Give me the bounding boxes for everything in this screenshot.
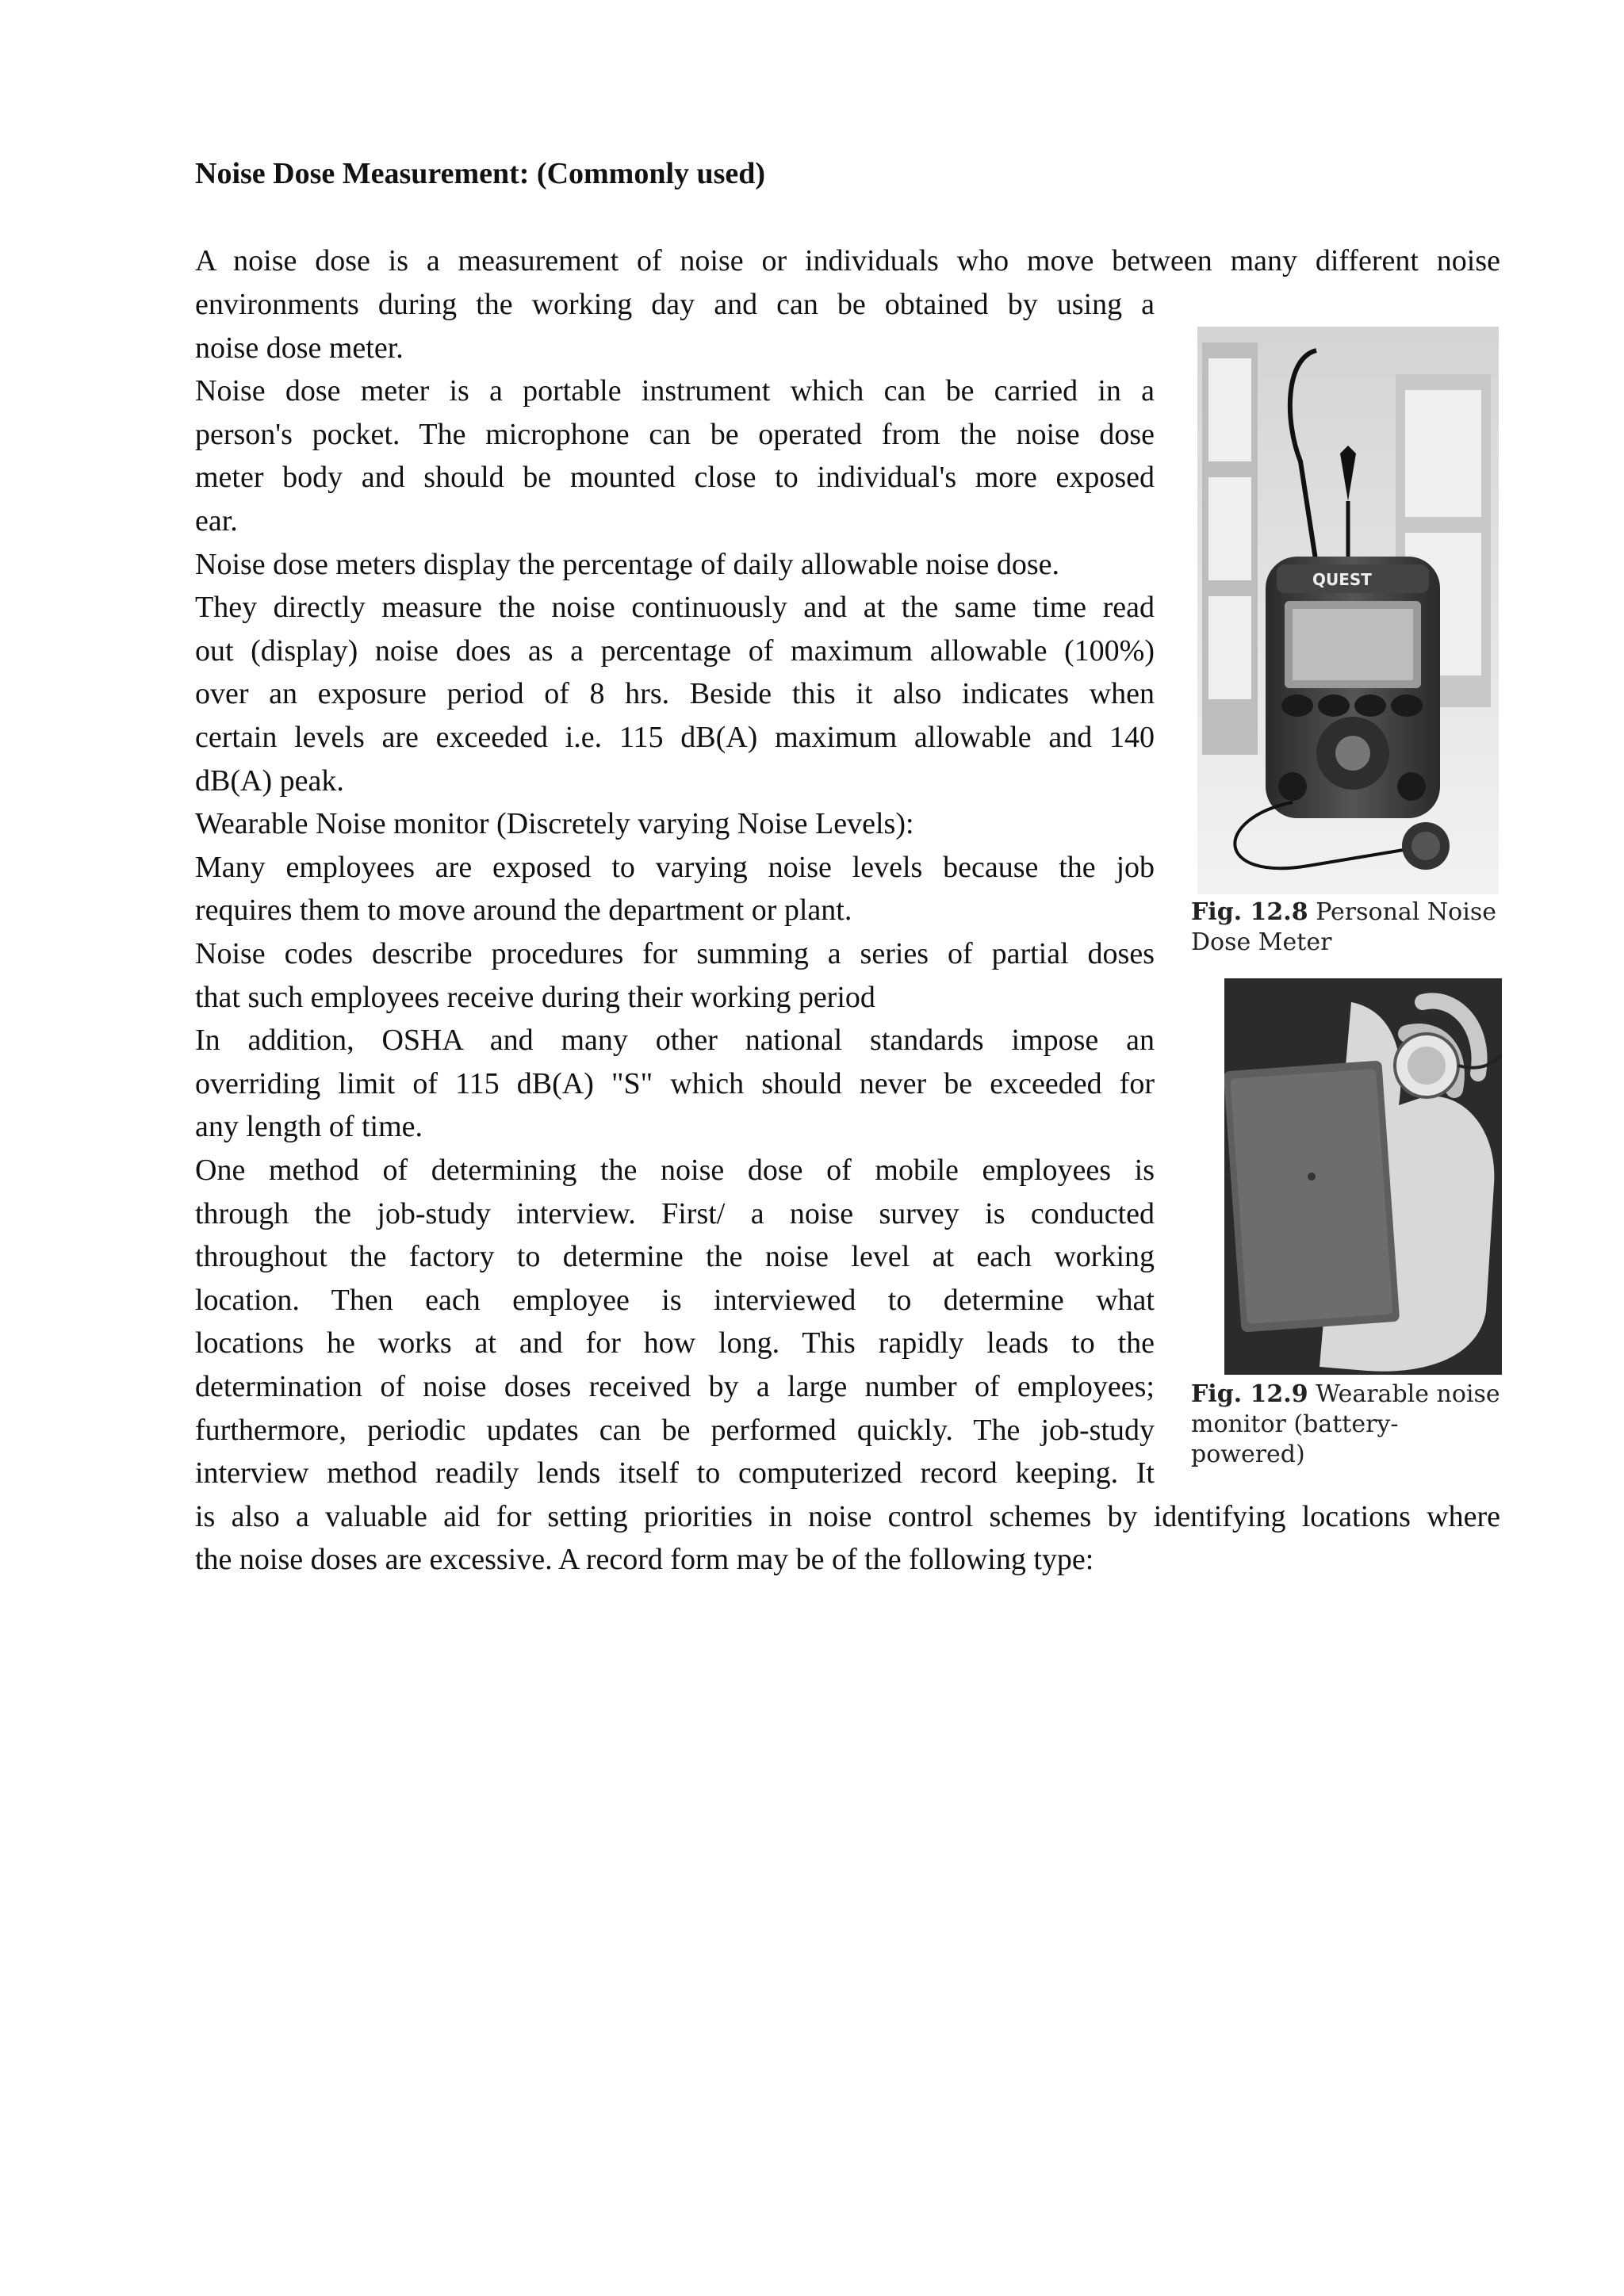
body-line: overriding limit of 115 dB(A) "S" which should never be exceeded for (195, 1066, 1155, 1100)
body-line: One method of determining the noise dose of mobile employees is (195, 1154, 1155, 1187)
body-line: interview method readily lends itself to computerized record keeping. It (195, 1456, 1155, 1490)
body-line: requires them to move around the department or plant. (195, 894, 852, 928)
figure-1-caption (1191, 897, 1508, 958)
body-line: ear. (195, 504, 238, 538)
body-line: noise dose meter. (195, 331, 404, 365)
noise-dose-meter-illustration (1197, 327, 1499, 894)
body-line: In addition, OSHA and many other national standards impose an (195, 1024, 1155, 1058)
body-line: meter body and should be mounted close to individual's more exposed (195, 461, 1155, 495)
figure-noise-dose-meter (1197, 327, 1499, 894)
body-line: furthermore, periodic updates can be performed quickly. The job-study (195, 1413, 1155, 1447)
body-line: person's pocket. The microphone can be operated from the noise dose (195, 417, 1155, 451)
body-line: the noise doses are excessive. A record form may be of the following type: (195, 1543, 1094, 1577)
body-line: Noise dose meter is a portable instrument which can be carried in a (195, 374, 1155, 408)
figure-2-caption (1191, 1380, 1508, 1470)
body-line: any length of time. (195, 1110, 423, 1144)
body-line: throughout the factory to determine the noise level at each working (195, 1240, 1155, 1274)
body-line: over an exposure period of 8 hrs. Beside this it also indicates when (195, 677, 1155, 711)
page-heading: Noise Dose Measurement: (Commonly used) (195, 157, 766, 190)
figure-1-label: Fig. 12.8 (1191, 898, 1308, 926)
body-line: is also a valuable aid for setting priorities in noise control schemes by identifying locations where (195, 1499, 1500, 1533)
body-line: Many employees are exposed to varying noise levels because the job (195, 850, 1155, 884)
wearable-noise-monitor-illustration (1224, 978, 1502, 1375)
figure-wearable-noise-monitor (1224, 978, 1502, 1375)
body-line: certain levels are exceeded i.e. 115 dB(A) maximum allowable and 140 (195, 721, 1155, 754)
figure-1-caption-text: Personal Noise Dose Meter (1191, 898, 1496, 956)
body-line: They directly measure the noise continuously and at the same time read (195, 591, 1155, 625)
body-line: environments during the working day and can be obtained by using a (195, 288, 1155, 321)
body-line: Wearable Noise monitor (Discretely varying Noise Levels): (195, 807, 914, 841)
device-brand-label: QUEST (1312, 570, 1372, 589)
body-line: Noise codes describe procedures for summing a series of partial doses (195, 937, 1155, 970)
body-line: dB(A) peak. (195, 763, 344, 798)
body-line: locations he works at and for how long. This rapidly leads to the (195, 1326, 1155, 1360)
body-line: that such employees receive during their working period (195, 980, 875, 1014)
figure-2-caption-text: Wearable noise monitor (battery-powered) (1191, 1380, 1500, 1468)
figure-2-label: Fig. 12.9 (1191, 1380, 1308, 1408)
body-line: out (display) noise does as a percentage of maximum allowable (100%) (195, 633, 1155, 668)
body-line: determination of noise doses received by a large number of employees; (195, 1370, 1155, 1403)
intro-line: A noise dose is a measurement of noise or individuals who move between many different noise (195, 244, 1500, 277)
body-line: through the job-study interview. First/ a noise survey is conducted (195, 1196, 1155, 1230)
body-line: location. Then each employee is interviewed to determine what (195, 1283, 1155, 1317)
body-line: Noise dose meters display the percentage of daily allowable noise dose. (195, 547, 1060, 581)
